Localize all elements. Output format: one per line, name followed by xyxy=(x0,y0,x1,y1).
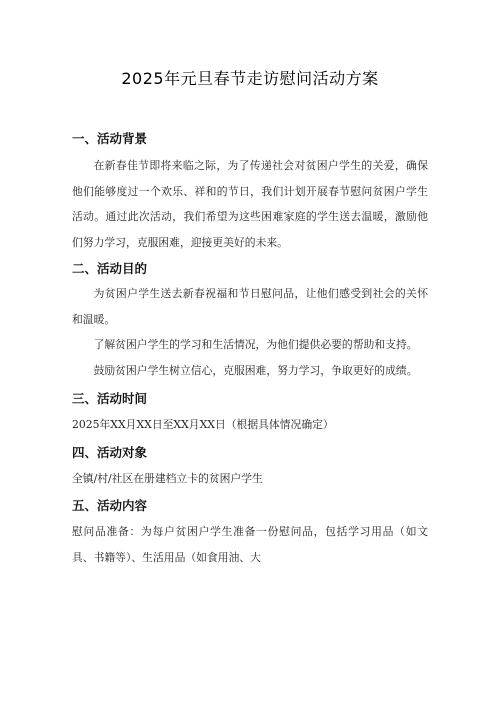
paragraph: 在新春佳节即将来临之际，为了传递社会对贫困户学生的关爱，确保他们能够度过一个欢乐、祥和的节日，我们计划开展春节慰问贫困户学生活动。通过此次活动，我们希望为这些困难家庭的学生送去温暖，激励他们努力学习，克服困难，迎接更美好的未来。 xyxy=(72,159,428,249)
section-background xyxy=(72,129,428,255)
section-heading: 二、活动目的 xyxy=(72,261,148,276)
section-heading: 一、活动背景 xyxy=(72,131,148,146)
section-time xyxy=(72,389,428,438)
paragraph: 慰问品准备：为每户贫困户学生准备一份慰问品，包括学习用品（如文具、书籍等）、生活用品（如食用油、大 xyxy=(72,525,428,564)
section-heading: 三、活动时间 xyxy=(72,391,148,406)
paragraph: 了解贫困户学生的学习和生活情况，为他们提供必要的帮助和支持。 xyxy=(93,338,418,351)
paragraph: 2025年XX月XX日至XX月XX日（根据具体情况确定） xyxy=(72,418,334,431)
section-target xyxy=(72,443,428,492)
section-purpose xyxy=(72,259,428,383)
section-content xyxy=(72,496,428,570)
section-heading: 四、活动对象 xyxy=(72,444,148,460)
document-title: 2025年元旦春节走访慰问活动方案 xyxy=(121,69,379,88)
paragraph: 全镇/村/社区在册建档立卡的贫困户学生 xyxy=(72,471,263,485)
paragraph: 为贫困户学生送去新春祝福和节日慰问品，让他们感受到社会的关怀和温暖。 xyxy=(72,287,428,326)
section-heading: 五、活动内容 xyxy=(72,498,148,513)
paragraph: 鼓励贫困户学生树立信心，克服困难，努力学习，争取更好的成绩。 xyxy=(93,363,418,377)
